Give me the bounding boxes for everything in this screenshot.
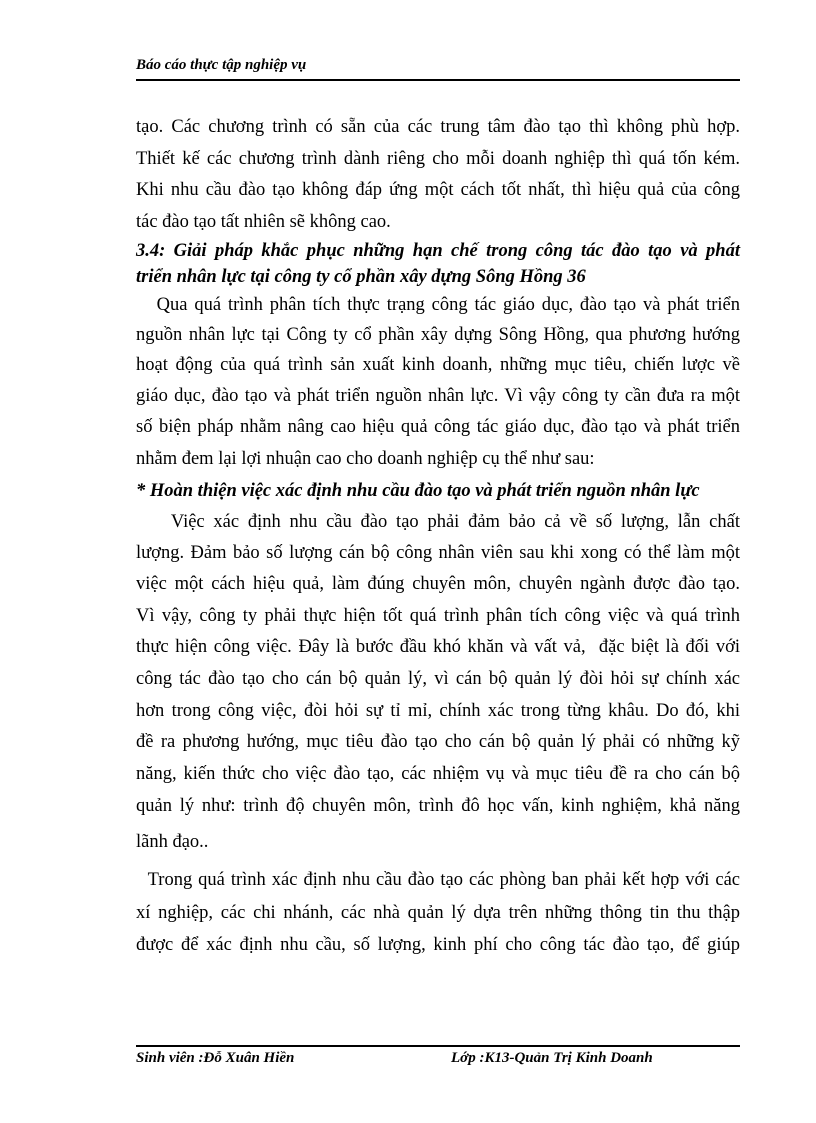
paragraph-line: công tác đào tạo cho cán bộ quản lý, vì cán bộ quản lý đòi hỏi sự chính xác [136, 669, 740, 689]
paragraph-line: số biện pháp nhằm nâng cao hiệu quả công tác giáo dục, đào tạo và phát triển [136, 417, 740, 437]
footer-student: Sinh viên :Đỗ Xuân Hiền [136, 1050, 295, 1066]
paragraph-line: lãnh đạo.. [136, 832, 209, 852]
paragraph-line: quản lý như: trình độ chuyên môn, trình đô học vấn, kinh nghiệm, khả năng [136, 796, 740, 816]
paragraph-line: hơn trong công việc, đòi hỏi sự tỉ mỉ, chính xác trong từng khâu. Do đó, khi [136, 701, 740, 721]
paragraph-line: nhằm đem lại lợi nhuận cao cho doanh nghiệp cụ thể như sau: [136, 449, 595, 469]
paragraph-line: tạo. Các chương trình có sẵn của các trung tâm đào tạo thì không phù hợp. [136, 117, 740, 137]
paragraph-line: Vì vậy, công ty phải thực hiện tốt quá trình phân tích công việc và quá trình [136, 606, 740, 626]
paragraph-line: Việc xác định nhu cầu đào tạo phải đảm bảo cả về số lượng, lẫn chất [136, 512, 740, 532]
paragraph-line: Thiết kế các chương trình dành riêng cho mỗi doanh nghiệp thì quá tốn kém. [136, 149, 740, 169]
paragraph-line: Trong quá trình xác định nhu cầu đào tạo các phòng ban phải kết hợp với các [136, 870, 740, 890]
paragraph-line: Khi nhu cầu đào tạo không đáp ứng một cách tốt nhất, thì hiệu quả của công [136, 180, 740, 200]
section-heading-line: * Hoàn thiện việc xác định nhu cầu đào tạo và phát triển nguồn nhân lực [136, 481, 700, 501]
running-header: Báo cáo thực tập nghiệp vụ [136, 57, 307, 73]
paragraph-line: giáo dục, đào tạo và phát triển nguồn nhân lực. Vì vậy công ty cần đưa ra một [136, 386, 740, 406]
section-heading-line: 3.4: Giải pháp khắc phục những hạn chế trong công tác đào tạo và phát [136, 241, 740, 261]
paragraph-line: được để xác định nhu cầu, số lượng, kinh phí cho công tác đào tạo, để giúp [136, 935, 740, 955]
footer-class: Lớp :K13-Quản Trị Kinh Doanh [451, 1050, 653, 1066]
paragraph-line: hoạt động của quá trình sản xuất kinh doanh, những mục tiêu, chiến lược về [136, 355, 740, 375]
paragraph-line: thực hiện công việc. Đây là bước đầu khó khăn và vất vả, đặc biệt là đối với [136, 637, 740, 657]
paragraph-line: việc một cách hiệu quả, làm đúng chuyên môn, chuyên ngành được đào tạo. [136, 574, 740, 594]
section-heading-line: triển nhân lực tại công ty cổ phần xây dựng Sông Hồng 36 [136, 267, 586, 287]
footer-rule [136, 1045, 740, 1047]
paragraph-line: nguồn nhân lực tại Công ty cổ phần xây dựng Sông Hồng, qua phương hướng [136, 325, 740, 345]
paragraph-line: Qua quá trình phân tích thực trạng công tác giáo dục, đào tạo và phát triển [136, 295, 740, 315]
paragraph-line: xí nghiệp, các chi nhánh, các nhà quản lý dựa trên những thông tin thu thập [136, 903, 740, 923]
paragraph-line: đề ra phương hướng, mục tiêu đào tạo cho cán bộ quản lý phải có những kỹ [136, 732, 740, 752]
paragraph-line: lượng. Đảm bảo số lượng cán bộ công nhân viên sau khi xong có thể làm một [136, 543, 740, 563]
header-rule [136, 79, 740, 81]
paragraph-line: năng, kiến thức cho việc đào tạo, các nhiệm vụ và mục tiêu đề ra cho cán bộ [136, 764, 740, 784]
paragraph-line: tác đào tạo tất nhiên sẽ không cao. [136, 212, 391, 232]
